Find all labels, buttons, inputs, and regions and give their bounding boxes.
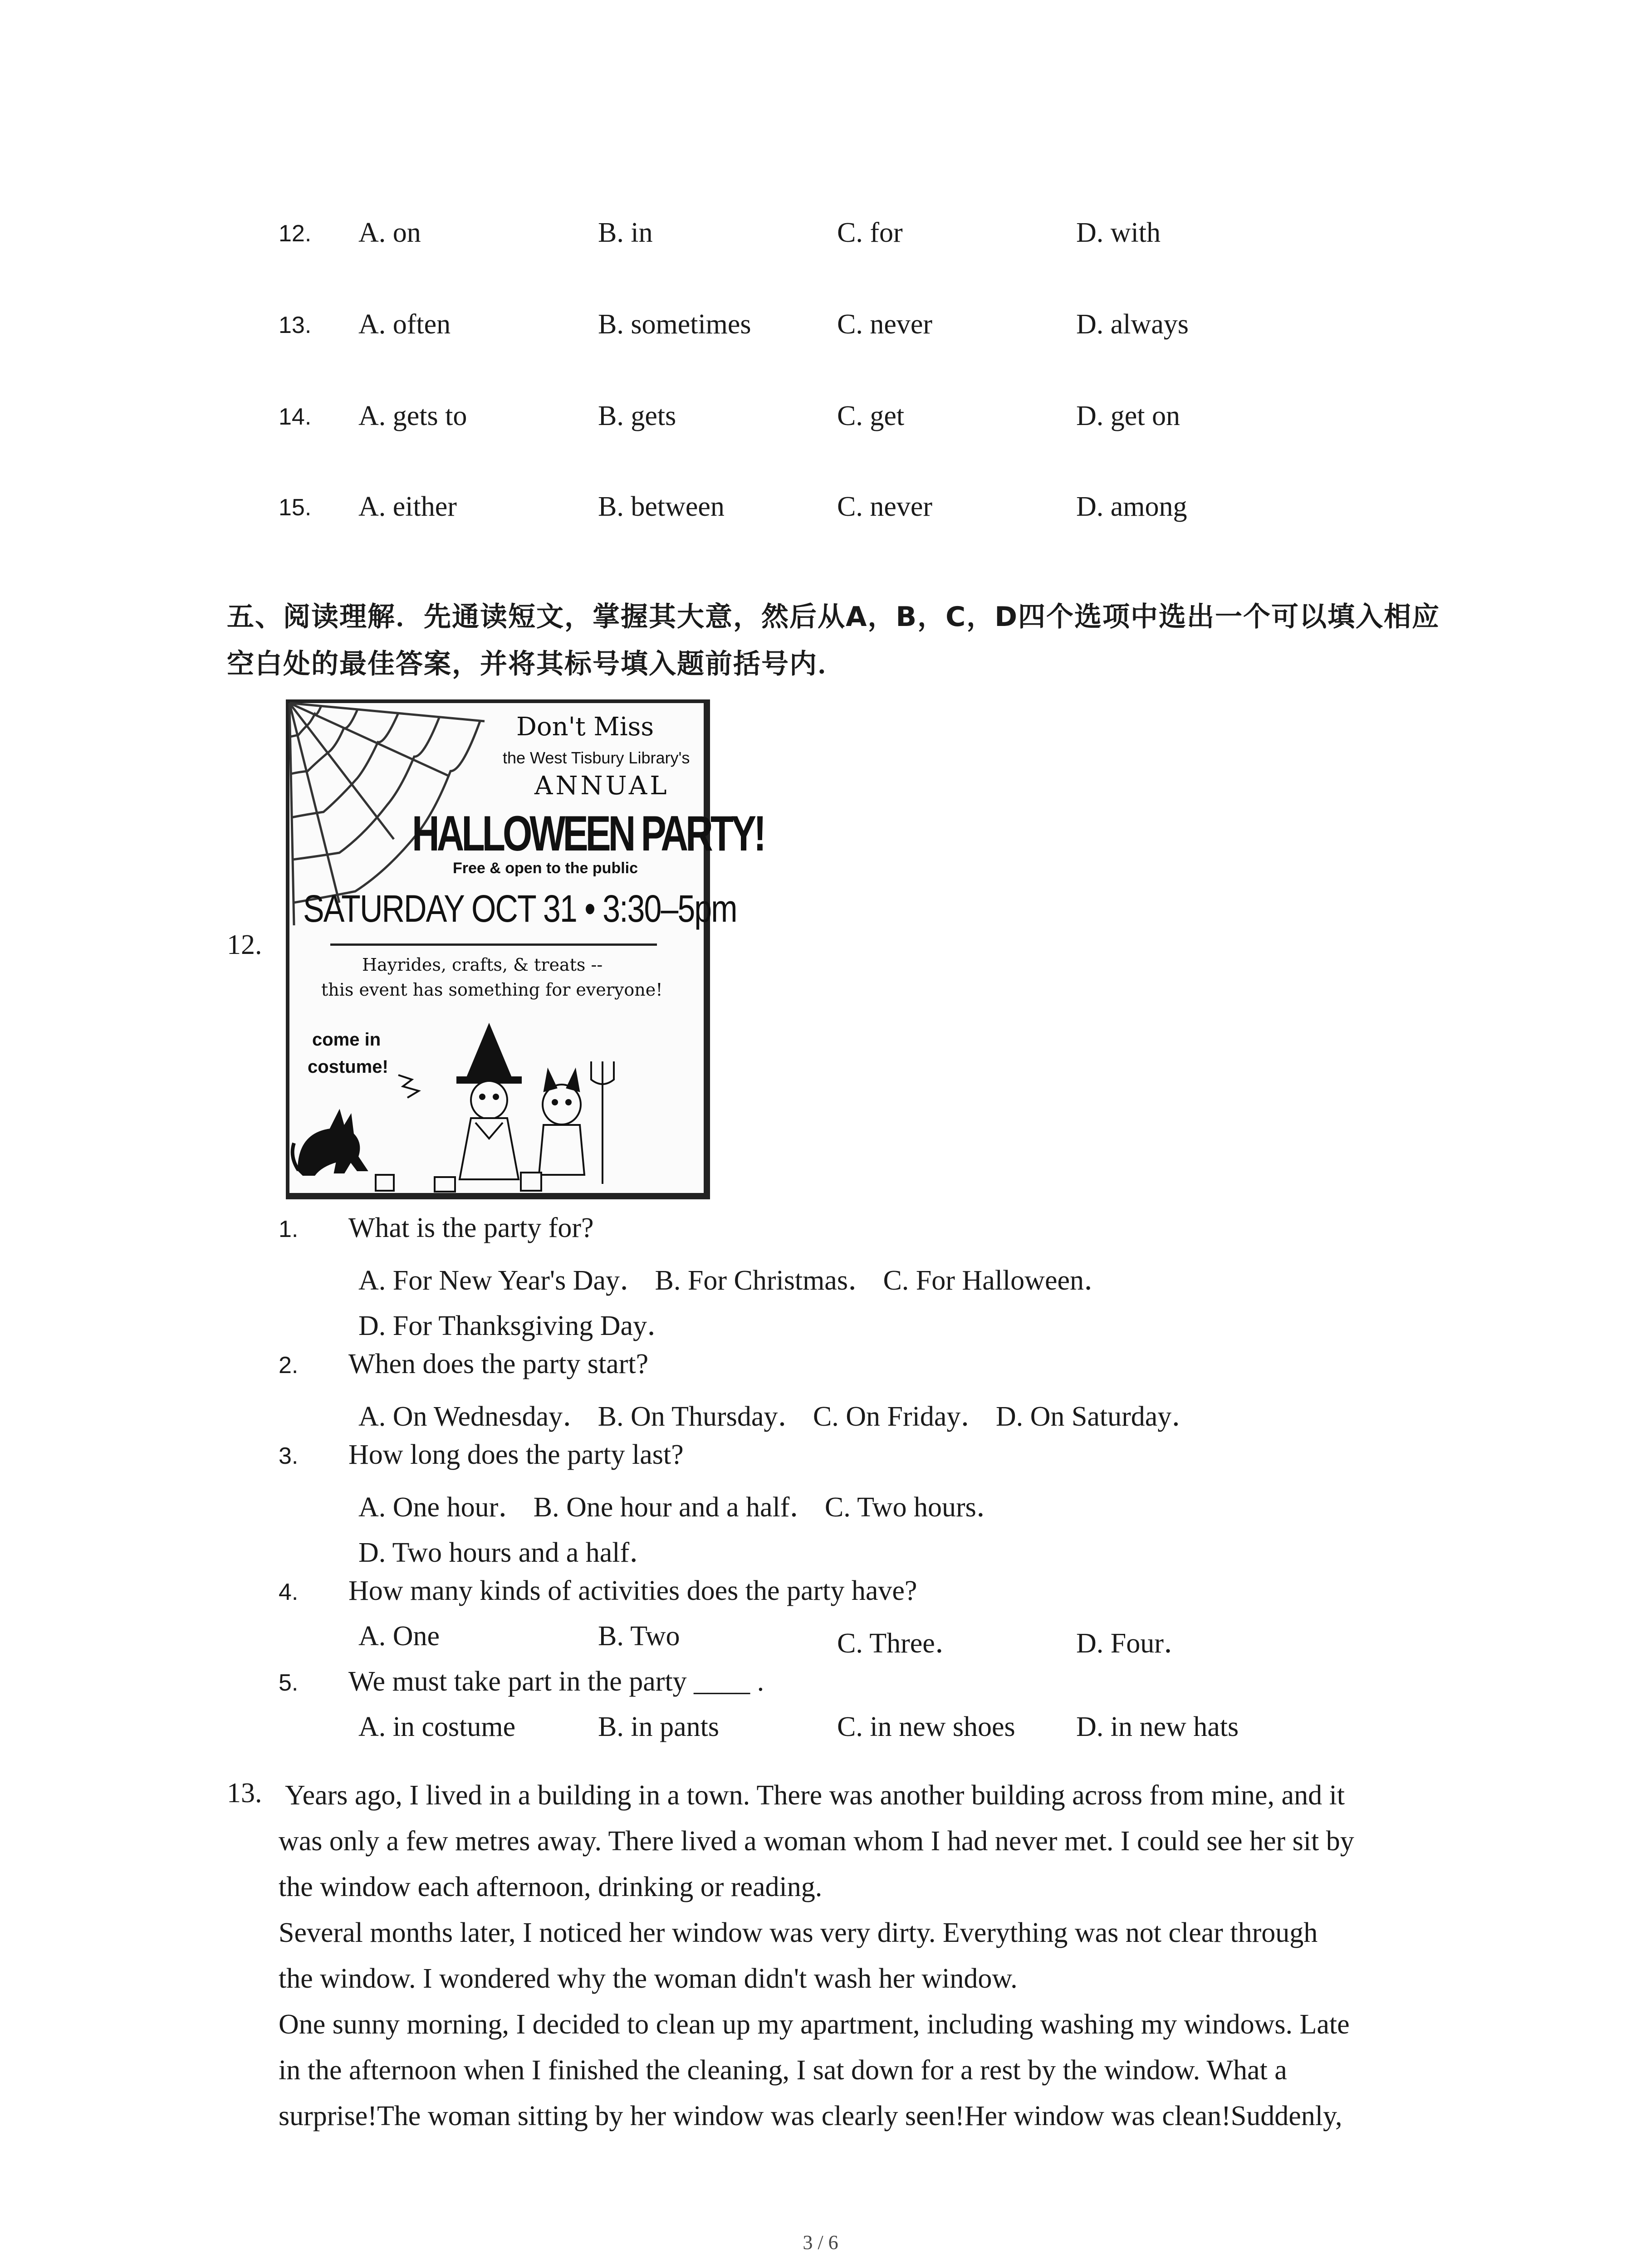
- passage-line: the window. I wondered why the woman didn't wash her window.: [279, 1963, 1018, 1994]
- poster-line: this event has something for everyone!: [321, 980, 663, 1000]
- poster-line: come in: [312, 1030, 381, 1050]
- poster-line: ANNUAL: [534, 771, 670, 801]
- option-c: C. for: [837, 217, 903, 248]
- section-heading: 五、阅读理解．先通读短文，掌握其大意，然后从A，B，C，D四个选项中选出一个可以填入相应空白处的最佳答案，并将其标号填入题前括号内．: [227, 601, 1440, 680]
- option-b: B. sometimes: [598, 309, 751, 340]
- option-d: D. in new hats: [1076, 1711, 1239, 1742]
- option-b: B. Two: [598, 1621, 680, 1652]
- option-c: C. never: [837, 309, 933, 340]
- question-text: We must take part in the party ____ .: [348, 1666, 764, 1697]
- option-b: B. between: [598, 491, 725, 522]
- option-c: C. Three．: [837, 1628, 963, 1659]
- option-b: B. gets: [598, 401, 676, 431]
- question-text: What is the party for?: [348, 1212, 594, 1243]
- question-number: 12.: [279, 220, 312, 247]
- poster-divider: [330, 943, 657, 946]
- option-a: A. gets to: [358, 401, 467, 431]
- option-d: D. get on: [1076, 401, 1181, 431]
- passage-number: 13.: [227, 1778, 262, 1809]
- poster-line: Hayrides, crafts, & treats --: [362, 955, 603, 975]
- question-options: A. On Wednesday． B. On Thursday． C. On Friday． D. On Saturday．: [358, 1401, 1200, 1432]
- halloween-characters-icon: [289, 1021, 707, 1197]
- question-number: 14.: [279, 404, 312, 430]
- passage-line: surprise!The woman sitting by her window was clearly seen!Her window was clean!Suddenly,: [279, 2101, 1342, 2131]
- question-number: 4.: [279, 1579, 299, 1605]
- question-options: A. One hour． B. One hour and a half． C. Two hours．: [358, 1492, 1004, 1523]
- passage-number: 12.: [227, 929, 262, 960]
- option-c: C. never: [837, 491, 933, 522]
- option-b: B. in: [598, 217, 653, 248]
- poster-line: the West Tisbury Library's: [503, 748, 690, 767]
- passage-line: Several months later, I noticed her window was very dirty. Everything was not clear through: [279, 1917, 1318, 1948]
- question-options: D. For Thanksgiving Day．: [358, 1310, 676, 1341]
- page-number: 3 / 6: [803, 2231, 838, 2253]
- passage-text: [279, 1773, 1476, 2139]
- question-number: 2.: [279, 1352, 299, 1378]
- question-number: 15.: [279, 494, 312, 521]
- poster-line: SATURDAY OCT 31 • 3:30–5pm: [303, 887, 737, 930]
- poster-line: HALLOWEEN PARTY!: [412, 806, 764, 861]
- option-d: D. with: [1076, 217, 1161, 248]
- question-text: When does the party start?: [348, 1349, 649, 1379]
- option-a: A. often: [358, 309, 451, 340]
- question-number: 13.: [279, 312, 312, 338]
- question-text: How many kinds of activities does the party have?: [348, 1575, 917, 1606]
- passage-line: One sunny morning, I decided to clean up my apartment, including washing my windows. Late: [279, 2009, 1350, 2040]
- passage-line: in the afternoon when I finished the cleaning, I sat down for a rest by the window. What a: [279, 2055, 1287, 2086]
- option-c: C. in new shoes: [837, 1711, 1015, 1742]
- question-number: 3.: [279, 1443, 299, 1469]
- question-options: A. For New Year's Day． B. For Christmas． C. For Halloween．: [358, 1265, 1112, 1296]
- option-d: D. always: [1076, 309, 1189, 340]
- option-a: A. One: [358, 1621, 440, 1652]
- passage-line: Years ago, I lived in a building in a town. There was another building across from mine, and it: [285, 1780, 1345, 1811]
- passage-line: was only a few metres away. There lived a woman whom I had never met. I could see her sit by: [279, 1826, 1354, 1857]
- halloween-poster: [286, 699, 764, 1199]
- poster-line: costume!: [308, 1057, 388, 1077]
- question-options: D. Two hours and a half．: [358, 1537, 658, 1568]
- option-d: D. among: [1076, 491, 1187, 522]
- poster-line: Don't Miss: [516, 712, 654, 742]
- passage-line: the window each afternoon, drinking or reading.: [279, 1872, 823, 1902]
- option-d: D. Four．: [1076, 1628, 1192, 1659]
- option-c: C. get: [837, 401, 905, 431]
- poster-line: Free & open to the public: [453, 860, 638, 877]
- option-a: A. either: [358, 491, 457, 522]
- question-number: 1.: [279, 1216, 299, 1242]
- question-number: 5.: [279, 1670, 299, 1696]
- option-b: B. in pants: [598, 1711, 719, 1742]
- option-a: A. on: [358, 217, 421, 248]
- question-text: How long does the party last?: [348, 1439, 684, 1470]
- option-a: A. in costume: [358, 1711, 516, 1742]
